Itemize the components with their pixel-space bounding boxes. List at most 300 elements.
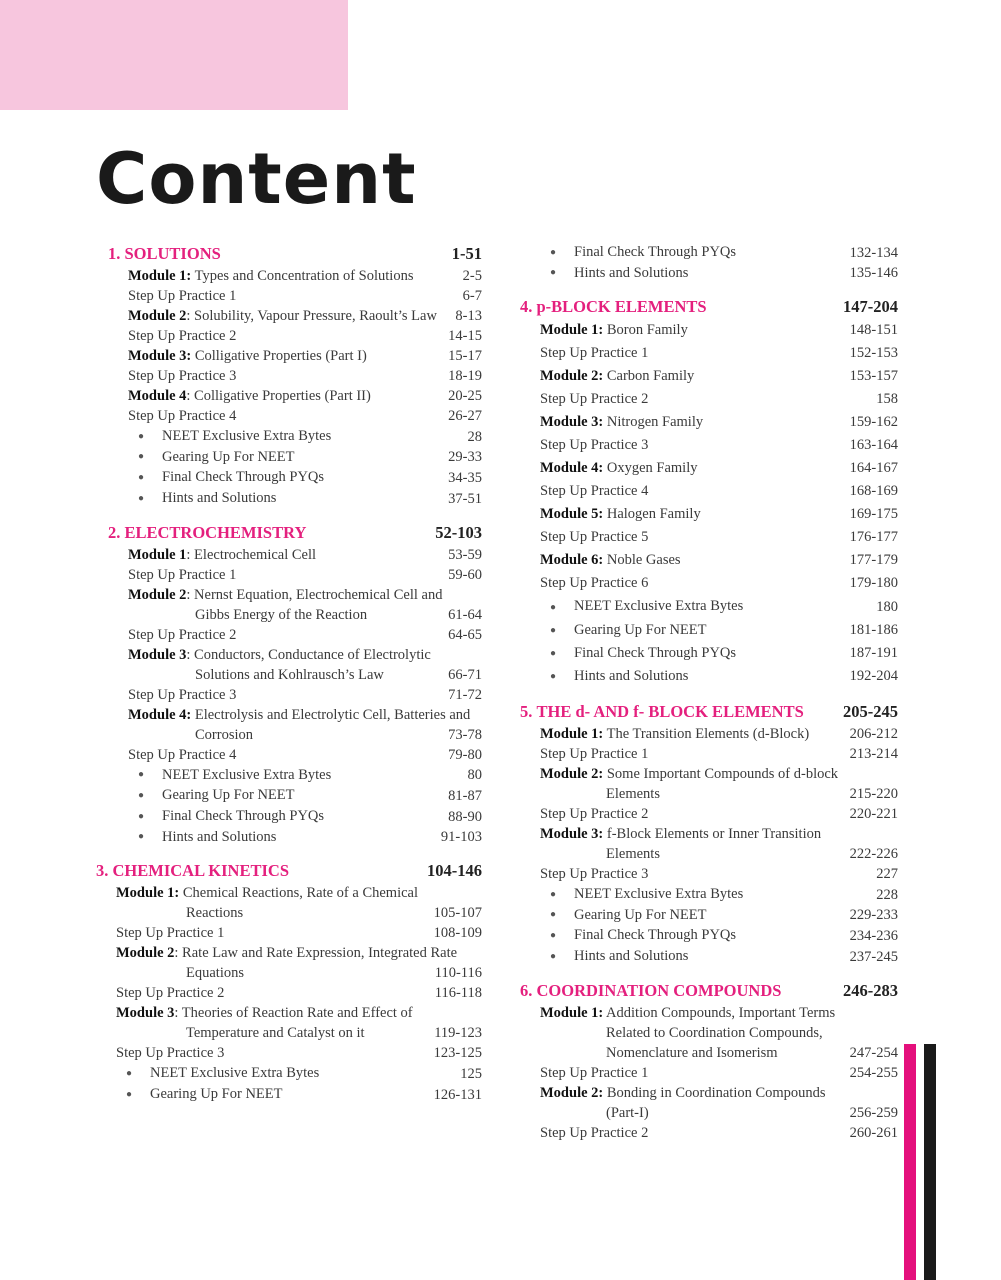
entry-text: Step Up Practice 2 bbox=[540, 806, 649, 823]
entry-pages: 123-125 bbox=[433, 1045, 482, 1062]
entry-text: Nitrogen Family bbox=[603, 414, 704, 431]
entry-text: Step Up Practice 1 bbox=[128, 288, 237, 304]
entry-label bbox=[128, 406, 442, 426]
module-entry[interactable] bbox=[520, 411, 898, 434]
entry-pages: 213-214 bbox=[849, 746, 898, 763]
entry-text: : Rate Law and Rate Expression, Integrated Rate bbox=[174, 945, 458, 962]
module-number: Module 2: bbox=[540, 1084, 604, 1101]
entry-text: Related to Coordination Compounds, bbox=[606, 1024, 823, 1041]
entry-pages: 53-59 bbox=[448, 546, 482, 563]
step-up-entry[interactable] bbox=[96, 923, 482, 943]
chapter-heading[interactable] bbox=[96, 859, 482, 883]
entry-text: Colligative Properties (Part I) bbox=[191, 348, 367, 364]
bullet-entry[interactable] bbox=[520, 263, 898, 284]
module-continuation bbox=[96, 903, 482, 923]
module-entry[interactable] bbox=[96, 386, 482, 406]
entry-pages: 229-233 bbox=[849, 907, 898, 924]
entry-label bbox=[116, 983, 429, 1003]
module-entry[interactable] bbox=[96, 705, 482, 725]
entry-pages: 227 bbox=[876, 866, 898, 883]
entry-text: Step Up Practice 5 bbox=[540, 529, 649, 546]
module-continuation bbox=[520, 1043, 898, 1063]
entry-text: Step Up Practice 6 bbox=[540, 575, 649, 592]
entry-pages: 59-60 bbox=[448, 566, 482, 583]
chapter-title bbox=[96, 859, 289, 883]
module-entry[interactable] bbox=[520, 824, 898, 844]
entry-text: Temperature and Catalyst on it bbox=[186, 1025, 365, 1042]
entry-label bbox=[540, 319, 844, 342]
entry-label bbox=[128, 645, 476, 665]
entry-pages: 6-7 bbox=[462, 288, 482, 304]
chapter-section bbox=[520, 979, 898, 1143]
chapter-heading[interactable] bbox=[520, 295, 898, 319]
entry-text: Step Up Practice 1 bbox=[116, 925, 225, 942]
entry-pages: 15-17 bbox=[448, 348, 482, 364]
module-number: Module 3 bbox=[116, 1005, 175, 1022]
module-number: Module 1: bbox=[540, 322, 604, 339]
module-entry[interactable] bbox=[96, 266, 482, 286]
entry-pages: 152-153 bbox=[849, 345, 898, 362]
entry-pages: 163-164 bbox=[849, 437, 898, 454]
chapter-section bbox=[96, 521, 482, 848]
module-entry[interactable] bbox=[520, 457, 898, 480]
bullet-dot-icon: ● bbox=[550, 647, 557, 659]
chapter-section bbox=[520, 242, 898, 283]
step-up-entry[interactable] bbox=[96, 406, 482, 426]
chapter-page-range: 246-283 bbox=[843, 980, 898, 1000]
bullet-entry[interactable] bbox=[96, 426, 482, 447]
bullet-dot-icon: ● bbox=[138, 810, 145, 822]
entry-label bbox=[128, 545, 442, 565]
entry-text: : Nernst Equation, Electrochemical Cell and bbox=[186, 586, 443, 603]
bullet-entry[interactable] bbox=[520, 595, 898, 618]
module-continuation bbox=[520, 844, 898, 864]
module-number: Module 1: bbox=[116, 885, 180, 902]
module-entry[interactable] bbox=[520, 1003, 898, 1023]
entry-label bbox=[606, 844, 844, 864]
entry-text: Step Up Practice 2 bbox=[540, 391, 649, 408]
module-continuation bbox=[96, 665, 482, 685]
entry-text: Types and Concentration of Solutions bbox=[191, 268, 414, 284]
step-up-entry[interactable] bbox=[520, 526, 898, 549]
side-bar-black bbox=[924, 1044, 936, 1280]
step-up-entry[interactable] bbox=[520, 572, 898, 595]
module-continuation bbox=[520, 1103, 898, 1123]
entry-pages: 80 bbox=[467, 767, 482, 784]
step-up-entry[interactable] bbox=[96, 286, 482, 306]
entry-label bbox=[128, 346, 442, 366]
bullet-entry[interactable] bbox=[96, 827, 482, 848]
entry-pages: 168-169 bbox=[849, 483, 898, 500]
entry-label bbox=[128, 366, 442, 386]
entry-label bbox=[540, 365, 844, 388]
bullet-dot-icon: ● bbox=[138, 472, 145, 484]
entry-pages: 26-27 bbox=[448, 408, 482, 424]
entry-label bbox=[128, 565, 442, 585]
entry-label bbox=[128, 685, 442, 705]
chapter-title bbox=[108, 521, 306, 545]
entry-label bbox=[606, 1043, 844, 1063]
entry-pages: 66-71 bbox=[448, 666, 482, 683]
entry-text: Elements bbox=[606, 846, 660, 863]
bullet-entry[interactable] bbox=[96, 447, 482, 468]
module-entry[interactable] bbox=[520, 503, 898, 526]
bullet-dot-icon: ● bbox=[550, 930, 557, 942]
module-entry[interactable] bbox=[520, 1083, 898, 1103]
module-entry[interactable] bbox=[96, 883, 482, 903]
entry-text: Hints and Solutions bbox=[162, 828, 277, 845]
chapter-heading[interactable] bbox=[96, 521, 482, 545]
module-entry[interactable] bbox=[96, 545, 482, 565]
module-continuation bbox=[96, 963, 482, 983]
entry-label bbox=[540, 884, 870, 905]
bullet-dot-icon: ● bbox=[550, 246, 557, 258]
entry-pages: 116-118 bbox=[434, 985, 482, 1002]
side-bar-pink bbox=[904, 1044, 916, 1280]
step-up-entry[interactable] bbox=[96, 565, 482, 585]
bullet-dot-icon: ● bbox=[126, 1068, 133, 1080]
step-up-entry[interactable] bbox=[96, 1043, 482, 1063]
entry-text: Carbon Family bbox=[603, 368, 695, 385]
bullet-dot-icon: ● bbox=[550, 909, 557, 921]
module-number: Module 4: bbox=[128, 706, 192, 723]
entry-text: Final Check Through PYQs bbox=[574, 927, 737, 944]
entry-pages: 177-179 bbox=[849, 552, 898, 569]
entry-label bbox=[128, 488, 442, 509]
module-number: Module 1 bbox=[128, 546, 187, 563]
entry-label bbox=[540, 619, 844, 642]
chapter-title-text: COORDINATION COMPOUNDS bbox=[536, 980, 782, 1000]
entry-label bbox=[606, 784, 844, 804]
entry-label bbox=[116, 1003, 476, 1023]
entry-label bbox=[540, 1063, 844, 1083]
entry-text: Nomenclature and Isomerism bbox=[606, 1044, 778, 1061]
step-up-entry[interactable] bbox=[520, 804, 898, 824]
module-entry[interactable] bbox=[520, 319, 898, 342]
toc-right-column bbox=[520, 242, 898, 1155]
bullet-dot-icon: ● bbox=[550, 950, 557, 962]
entry-pages: 132-134 bbox=[849, 244, 898, 261]
entry-text: Oxygen Family bbox=[603, 460, 698, 477]
entry-text: Gearing Up For NEET bbox=[574, 621, 707, 638]
module-entry[interactable] bbox=[96, 306, 482, 326]
entry-pages: 228 bbox=[876, 886, 898, 903]
module-number: Module 2 bbox=[116, 945, 175, 962]
bullet-entry[interactable] bbox=[96, 806, 482, 827]
chapter-title bbox=[108, 242, 221, 266]
entry-label bbox=[128, 386, 442, 406]
entry-label bbox=[116, 923, 428, 943]
step-up-entry[interactable] bbox=[520, 388, 898, 411]
module-number: Module 3: bbox=[128, 348, 192, 364]
entry-label bbox=[128, 585, 476, 605]
module-continuation bbox=[96, 605, 482, 625]
bullet-entry[interactable] bbox=[520, 242, 898, 263]
chapter-title bbox=[520, 979, 781, 1003]
entry-text: Final Check Through PYQs bbox=[574, 244, 737, 260]
entry-label bbox=[540, 388, 870, 411]
entry-text: Step Up Practice 1 bbox=[128, 566, 237, 583]
entry-text: Step Up Practice 4 bbox=[540, 483, 649, 500]
entry-label bbox=[128, 266, 457, 286]
entry-label bbox=[540, 549, 844, 572]
chapter-number: 5. bbox=[520, 702, 537, 722]
entry-text: Elements bbox=[606, 786, 660, 803]
entry-label bbox=[606, 1103, 844, 1123]
entry-pages: 125 bbox=[460, 1066, 482, 1083]
entry-pages: 108-109 bbox=[433, 925, 482, 942]
module-number: Module 1: bbox=[540, 726, 604, 743]
step-up-entry[interactable] bbox=[96, 366, 482, 386]
module-entry[interactable] bbox=[520, 764, 898, 784]
entry-pages: 176-177 bbox=[849, 529, 898, 546]
entry-pages: 187-191 bbox=[849, 644, 898, 661]
entry-label bbox=[128, 306, 449, 326]
module-entry[interactable] bbox=[520, 365, 898, 388]
bullet-dot-icon: ● bbox=[138, 769, 145, 781]
entry-pages: 18-19 bbox=[448, 368, 482, 384]
bullet-entry[interactable] bbox=[520, 642, 898, 665]
entry-text: Gearing Up For NEET bbox=[162, 448, 295, 465]
entry-text: Final Check Through PYQs bbox=[162, 808, 325, 825]
chapter-title-text: ELECTROCHEMISTRY bbox=[124, 522, 307, 542]
chapter-heading[interactable] bbox=[96, 242, 482, 266]
module-entry[interactable] bbox=[96, 1003, 482, 1023]
chapter-heading[interactable] bbox=[520, 700, 898, 724]
chapter-title-text: SOLUTIONS bbox=[124, 244, 221, 263]
entry-label bbox=[195, 605, 442, 625]
entry-text: Some Important Compounds of d-block bbox=[603, 766, 839, 783]
entry-text: : Theories of Reaction Rate and Effect of bbox=[174, 1005, 413, 1022]
bullet-entry[interactable] bbox=[520, 619, 898, 642]
entry-label bbox=[540, 572, 844, 595]
bullet-dot-icon: ● bbox=[138, 451, 145, 463]
entry-label bbox=[128, 745, 442, 765]
entry-text: Gearing Up For NEET bbox=[574, 906, 707, 923]
step-up-entry[interactable] bbox=[520, 1063, 898, 1083]
entry-label bbox=[128, 785, 442, 806]
chapter-number: 4. bbox=[520, 297, 537, 317]
entry-label bbox=[186, 903, 428, 923]
module-entry[interactable] bbox=[96, 943, 482, 963]
step-up-entry[interactable] bbox=[520, 434, 898, 457]
module-number: Module 1: bbox=[128, 268, 192, 284]
module-entry[interactable] bbox=[96, 645, 482, 665]
entry-label bbox=[195, 725, 442, 745]
entry-label bbox=[116, 1063, 454, 1084]
entry-label bbox=[540, 864, 870, 884]
step-up-entry[interactable] bbox=[520, 480, 898, 503]
bullet-dot-icon: ● bbox=[550, 671, 557, 683]
entry-text: Addition Compounds, Important Terms bbox=[603, 1004, 836, 1021]
chapter-section bbox=[96, 859, 482, 1104]
entry-text: Step Up Practice 2 bbox=[128, 626, 237, 643]
step-up-entry[interactable] bbox=[520, 342, 898, 365]
entry-text: Step Up Practice 3 bbox=[116, 1045, 225, 1062]
entry-pages: 105-107 bbox=[433, 905, 482, 922]
entry-text: Hints and Solutions bbox=[162, 490, 277, 507]
step-up-entry[interactable] bbox=[520, 744, 898, 764]
entry-text: NEET Exclusive Extra Bytes bbox=[150, 1065, 320, 1082]
entry-text: The Transition Elements (d-Block) bbox=[603, 726, 810, 743]
entry-label bbox=[186, 963, 429, 983]
bullet-entry[interactable] bbox=[520, 905, 898, 926]
module-continuation bbox=[520, 1023, 898, 1043]
entry-label bbox=[540, 457, 844, 480]
entry-label bbox=[540, 434, 844, 457]
step-up-entry[interactable] bbox=[520, 1123, 898, 1143]
entry-label bbox=[540, 925, 844, 946]
entry-label bbox=[128, 765, 462, 786]
entry-label bbox=[540, 1123, 844, 1143]
entry-pages: 28 bbox=[467, 428, 482, 445]
entry-text: Hints and Solutions bbox=[574, 667, 689, 684]
chapter-number: 1. bbox=[108, 244, 125, 263]
entry-label bbox=[128, 827, 435, 848]
entry-label bbox=[128, 705, 476, 725]
entry-text: Corrosion bbox=[195, 726, 253, 743]
entry-pages: 2-5 bbox=[462, 268, 482, 284]
chapter-number: 6. bbox=[520, 980, 537, 1000]
entry-pages: 179-180 bbox=[849, 575, 898, 592]
module-continuation bbox=[520, 784, 898, 804]
step-up-entry[interactable] bbox=[96, 326, 482, 346]
entry-text: Hints and Solutions bbox=[574, 264, 689, 281]
entry-text: Step Up Practice 1 bbox=[540, 746, 649, 763]
chapter-section bbox=[520, 295, 898, 688]
module-entry[interactable] bbox=[96, 585, 482, 605]
entry-pages: 88-90 bbox=[448, 808, 482, 825]
chapter-page-range: 205-245 bbox=[843, 702, 898, 722]
entry-text: Bonding in Coordination Compounds bbox=[603, 1084, 826, 1101]
entry-pages: 254-255 bbox=[849, 1064, 898, 1081]
chapter-title-text: p-BLOCK ELEMENTS bbox=[536, 297, 707, 317]
entry-label bbox=[540, 764, 892, 784]
bullet-dot-icon: ● bbox=[138, 790, 145, 802]
module-entry[interactable] bbox=[520, 549, 898, 572]
bullet-entry[interactable] bbox=[96, 1084, 482, 1105]
entry-text: Chemical Reactions, Rate of a Chemical bbox=[179, 885, 419, 902]
entry-text: Electrolysis and Electrolytic Cell, Batteries and bbox=[191, 706, 471, 723]
module-number: Module 2 bbox=[128, 308, 187, 324]
entry-text: f-Block Elements or Inner Transition bbox=[603, 826, 822, 843]
entry-label bbox=[128, 467, 442, 488]
step-up-entry[interactable] bbox=[96, 625, 482, 645]
entry-label bbox=[540, 946, 844, 967]
entry-text: Gearing Up For NEET bbox=[150, 1086, 283, 1103]
bullet-entry[interactable] bbox=[96, 765, 482, 786]
entry-label bbox=[540, 342, 844, 365]
page-title: Content bbox=[96, 138, 417, 220]
entry-pages: 247-254 bbox=[849, 1044, 898, 1061]
entry-label bbox=[540, 526, 844, 549]
entry-text: Step Up Practice 2 bbox=[540, 1124, 649, 1141]
entry-pages: 180 bbox=[876, 598, 898, 615]
module-number: Module 4 bbox=[128, 388, 187, 404]
bullet-dot-icon: ● bbox=[550, 888, 557, 900]
entry-text: : Electrochemical Cell bbox=[186, 546, 317, 563]
entry-label bbox=[128, 326, 442, 346]
entry-pages: 169-175 bbox=[849, 506, 898, 523]
entry-text: Step Up Practice 3 bbox=[128, 686, 237, 703]
entry-pages: 153-157 bbox=[849, 368, 898, 385]
entry-label bbox=[540, 804, 844, 824]
bullet-entry[interactable] bbox=[520, 665, 898, 688]
entry-pages: 164-167 bbox=[849, 460, 898, 477]
step-up-entry[interactable] bbox=[520, 864, 898, 884]
entry-pages: 181-186 bbox=[849, 621, 898, 638]
chapter-title bbox=[520, 700, 804, 724]
entry-pages: 234-236 bbox=[849, 928, 898, 945]
bullet-dot-icon: ● bbox=[138, 831, 145, 843]
step-up-entry[interactable] bbox=[96, 685, 482, 705]
entry-text: Final Check Through PYQs bbox=[574, 644, 737, 661]
entry-text: Step Up Practice 4 bbox=[128, 746, 237, 763]
step-up-entry[interactable] bbox=[96, 745, 482, 765]
entry-pages: 192-204 bbox=[849, 668, 898, 685]
entry-pages: 126-131 bbox=[433, 1086, 482, 1103]
bullet-entry[interactable] bbox=[96, 488, 482, 509]
entry-pages: 158 bbox=[876, 391, 898, 408]
bullet-entry[interactable] bbox=[96, 467, 482, 488]
entry-text: Solutions and Kohlrausch’s Law bbox=[195, 666, 384, 683]
entry-text: Noble Gases bbox=[603, 552, 681, 569]
entry-text: Halogen Family bbox=[603, 506, 701, 523]
entry-label bbox=[606, 1023, 892, 1043]
entry-pages: 91-103 bbox=[440, 829, 482, 846]
entry-pages: 73-78 bbox=[448, 726, 482, 743]
entry-text: Step Up Practice 2 bbox=[128, 328, 237, 344]
entry-pages: 64-65 bbox=[448, 626, 482, 643]
module-continuation bbox=[96, 1023, 482, 1043]
module-entry[interactable] bbox=[520, 724, 898, 744]
entry-text: Gibbs Energy of the Reaction bbox=[195, 606, 368, 623]
module-number: Module 5: bbox=[540, 506, 604, 523]
entry-label bbox=[195, 665, 442, 685]
entry-label bbox=[540, 744, 844, 764]
bullet-entry[interactable] bbox=[96, 1063, 482, 1084]
entry-pages: 79-80 bbox=[448, 746, 482, 763]
step-up-entry[interactable] bbox=[96, 983, 482, 1003]
module-number: Module 3: bbox=[540, 826, 604, 843]
bullet-entry[interactable] bbox=[96, 785, 482, 806]
entry-label bbox=[116, 883, 476, 903]
bullet-entry[interactable] bbox=[520, 925, 898, 946]
module-entry[interactable] bbox=[96, 346, 482, 366]
chapter-page-range: 104-146 bbox=[427, 861, 482, 881]
entry-pages: 222-226 bbox=[849, 846, 898, 863]
chapter-heading[interactable] bbox=[520, 979, 898, 1003]
entry-label bbox=[540, 503, 844, 526]
entry-pages: 206-212 bbox=[849, 726, 898, 743]
chapter-section bbox=[520, 700, 898, 967]
entry-text: Step Up Practice 3 bbox=[128, 368, 237, 384]
chapter-title-text: CHEMICAL KINETICS bbox=[112, 861, 289, 881]
module-number: Module 2: bbox=[540, 368, 604, 385]
entry-label bbox=[128, 426, 462, 447]
entry-pages: 29-33 bbox=[448, 449, 482, 466]
entry-text: Reactions bbox=[186, 905, 244, 922]
entry-text: NEET Exclusive Extra Bytes bbox=[574, 598, 744, 615]
bullet-entry[interactable] bbox=[520, 946, 898, 967]
header-pink-block bbox=[0, 0, 348, 110]
entry-pages: 215-220 bbox=[849, 786, 898, 803]
module-number: Module 4: bbox=[540, 460, 604, 477]
entry-pages: 20-25 bbox=[448, 388, 482, 404]
entry-pages: 34-35 bbox=[448, 470, 482, 487]
bullet-entry[interactable] bbox=[520, 884, 898, 905]
entry-text: Equations bbox=[186, 965, 244, 982]
